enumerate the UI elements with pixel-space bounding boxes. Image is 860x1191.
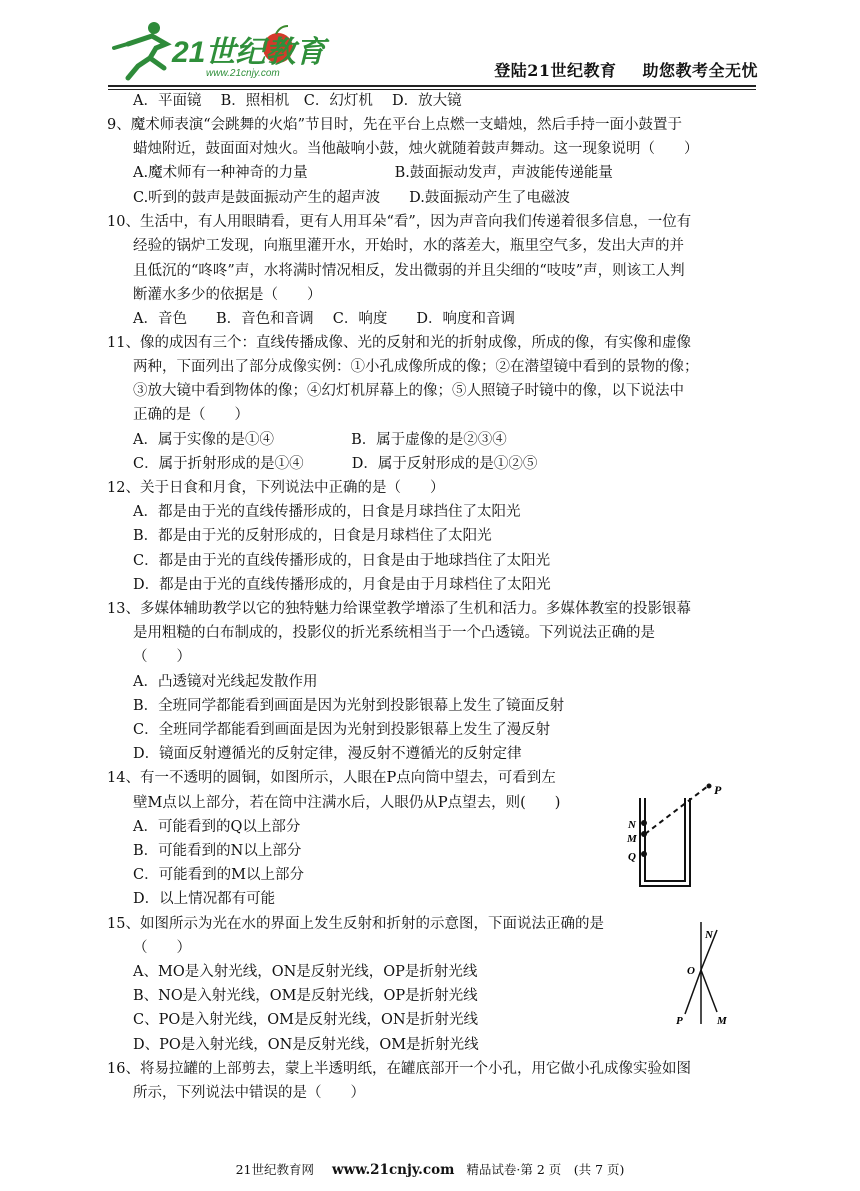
text-line: 正确的是（ ）: [133, 407, 249, 423]
text-line: D、PO是入射光线，ON是反射光线，OM是折射光线: [133, 1037, 479, 1053]
label-q: Q: [628, 851, 636, 863]
text-line: 蜡烛附近，鼓面面对烛火。当他敲响小鼓，烛火就随着鼓声舞动。这一现象说明（ ）: [133, 141, 699, 157]
slogan-right: 助您教考全无忧: [642, 61, 758, 80]
text-line: B．都是由于光的反射形成的，日食是月球档住了太阳光: [133, 528, 492, 544]
label-o: O: [687, 965, 695, 977]
text-line: A．凸透镜对光线起发散作用: [133, 674, 318, 690]
text-line: A．都是由于光的直线传播形成的，日食是月球挡住了太阳光: [133, 504, 521, 520]
label-p: P: [676, 1015, 683, 1027]
text-line: C．属于折射形成的是①④ D．属于反射形成的是①②⑤: [133, 456, 538, 472]
label-m: M: [717, 1015, 727, 1027]
text-line: A、MO是入射光线，ON是反射光线，OP是折射光线: [133, 964, 478, 980]
text-line: 断灌水多少的依据是（ ）: [133, 287, 322, 303]
text-line: 16、将易拉罐的上部剪去，蒙上半透明纸，在罐底部开一个小孔，用它做小孔成像实验如图: [107, 1061, 691, 1077]
figure-cylinder: [622, 778, 732, 890]
header-rule-thin: [108, 89, 756, 90]
text-line: 10、生活中，有人用眼睛看，更有人用耳朵“看”，因为声音向我们传递着很多信息，一位有: [107, 214, 692, 230]
text-line: D．都是由于光的直线传播形成的，月食是由于月球档住了太阳光: [133, 577, 551, 593]
logo: [108, 14, 408, 84]
text-line: （ ）: [133, 940, 191, 956]
text-line: 11、像的成因有三个：直线传播成像、光的反射和光的折射成像，所成的像，有实像和虚像: [107, 335, 691, 351]
text-line: C、PO是入射光线，OM是反射光线，ON是折射光线: [133, 1012, 479, 1028]
text-line: D．镜面反射遵循光的反射定律，漫反射不遵循光的反射定律: [133, 746, 522, 762]
footer-site: 21世纪教育网: [235, 1162, 314, 1177]
label-p: P: [714, 783, 722, 797]
text-line: C．可能看到的M以上部分: [133, 867, 304, 883]
text-line: C．都是由于光的直线传播形成的，日食是由于地球挡住了太阳光: [133, 553, 551, 569]
text-line: C．全班同学都能看到画面是因为光射到投影银幕上发生了漫反射: [133, 722, 551, 738]
text-line: 9、魔术师表演“会跳舞的火焰”节目时，先在平台上点燃一支蜡烛，然后手持一面小鼓置于: [107, 117, 683, 133]
text-line: A.魔术师有一种神奇的力量 B.鼓面振动发声，声波能传递能量: [133, 165, 613, 181]
text-line: 两种，下面列出了部分成像实例：①小孔成像所成的像；②在潜望镜中看到的景物的像；: [133, 359, 699, 375]
logo-url: www.21cnjy.com: [206, 68, 280, 79]
text-line: B．全班同学都能看到画面是因为光射到投影银幕上发生了镜面反射: [133, 698, 565, 714]
header-slogan: [494, 58, 758, 81]
slogan-left: 登陆21世纪教育: [494, 61, 617, 80]
text-line: B、NO是入射光线，OM是反射光线，OP是折射光线: [133, 988, 478, 1004]
text-line: A．属于实像的是①④ B．属于虚像的是②③④: [133, 432, 507, 448]
page-header: [100, 14, 760, 84]
text-line: 经验的锅炉工发现，向瓶里灌开水，开始时，水的落差大，瓶里空气多，发出大声的并: [133, 238, 684, 254]
footer-page: 精品试卷·第 2 页 (共 7 页): [466, 1162, 625, 1177]
page-footer: [0, 1160, 860, 1178]
text-line: C.听到的鼓声是鼓面振动产生的超声波 D.鼓面振动产生了电磁波: [133, 190, 570, 206]
figure-reflection-refraction: [665, 920, 745, 1030]
header-rule-thick: [108, 85, 756, 87]
text-line: D．以上情况都有可能: [133, 891, 276, 907]
text-line: 是用粗糙的白布制成的，投影仪的折光系统相当于一个凸透镜。下列说法正确的是: [133, 625, 655, 641]
footer-url: www.21cnjy.com: [331, 1162, 455, 1178]
logo-text: 21世纪教育: [172, 36, 326, 69]
text-line: A．可能看到的Q以上部分: [133, 819, 301, 835]
text-line: 15、如图所示为光在水的界面上发生反射和折射的示意图，下面说法正确的是: [107, 916, 604, 932]
text-line: 14、有一不透明的圆铜，如图所示，人眼在P点向筒中望去，可看到左: [107, 770, 556, 786]
text-line: 13、多媒体辅助教学以它的独特魅力给课堂教学增添了生机和活力。多媒体教室的投影银幕: [107, 601, 691, 617]
label-n: N: [705, 929, 713, 941]
text-line: ③放大镜中看到物体的像；④幻灯机屏幕上的像；⑤人照镜子时镜中的像，以下说法中: [133, 383, 684, 399]
text-line: 12、关于日食和月食，下列说法中正确的是（ ）: [107, 480, 445, 496]
running-figure-icon: [114, 22, 166, 78]
label-n: N: [628, 819, 636, 831]
text-line: 壁M点以上部分，若在筒中注满水后，人眼仍从P点望去，则( ): [133, 795, 561, 811]
text-line: （ ）: [133, 649, 191, 665]
text-line: A．平面镜 B．照相机 C．幻灯机 D．放大镜: [133, 93, 462, 109]
label-m: M: [627, 833, 637, 845]
text-line: 所示，下列说法中错误的是（ ）: [133, 1085, 365, 1101]
text-line: B．可能看到的N以上部分: [133, 843, 302, 859]
text-line: 且低沉的“咚咚”声，水将满时情况相反，发出微弱的并且尖细的“吱吱”声，则该工人判: [133, 263, 685, 279]
text-line: A．音色 B．音色和音调 C．响度 D．响度和音调: [133, 311, 515, 327]
